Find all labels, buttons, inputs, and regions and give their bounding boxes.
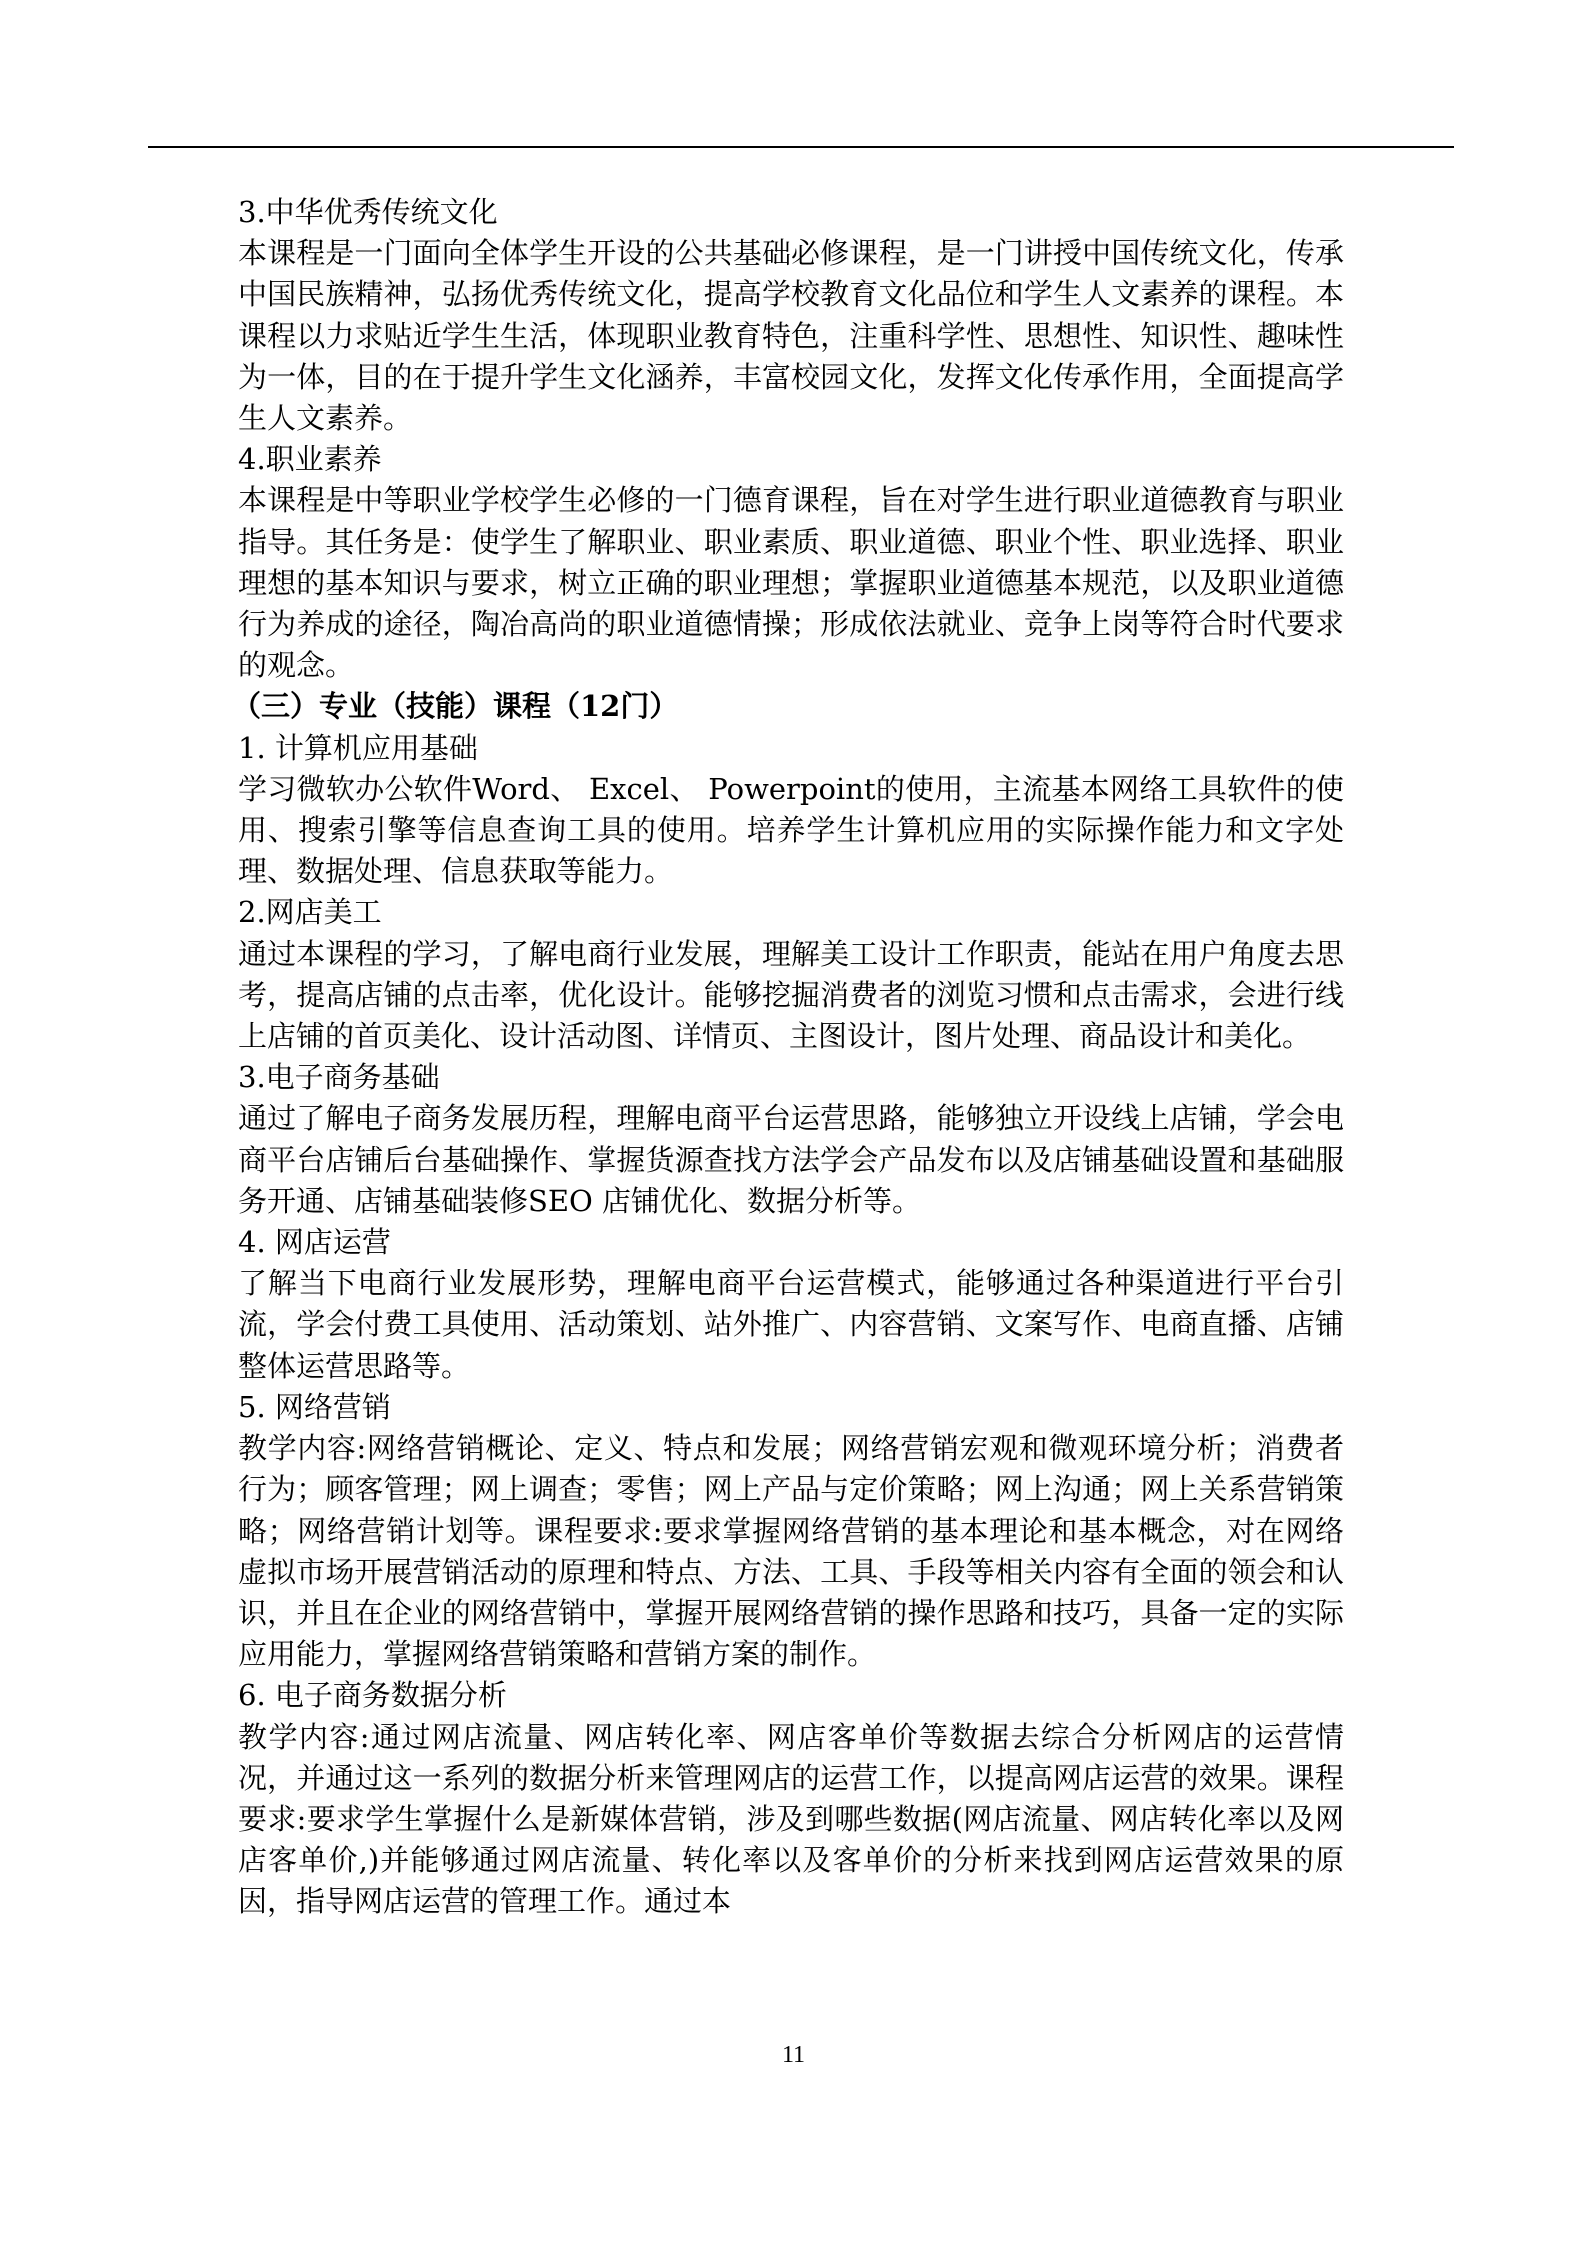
section-body-traditional-culture: 本课程是一门面向全体学生开设的公共基础必修课程，是一门讲授中国传统文化，传承中国民族精神，弘扬优秀传统文化，提高学校教育文化品位和学生人文素养的课程。本课程以力求贴近学生生活，体现职业教育特色，注重科学性、思想性、知识性、趣味性为一体，目的在于提升学生文化涵养，丰富校园文化，发挥文化传承作用，全面提高学生人文素养。 [238, 236, 1344, 436]
header-rule [148, 146, 1454, 148]
course-heading-computer-basics: 1. 计算机应用基础 [238, 730, 478, 765]
section-body-professional-quality: 本课程是中等职业学校学生必修的一门德育课程，旨在对学生进行职业道德教育与职业指导。其任务是：使学生了解职业、职业素质、职业道德、职业个性、职业选择、职业理想的基本知识与要求，树立正确的职业理想；掌握职业道德基本规范，以及职业道德行为养成的途径，陶冶高尚的职业道德情操；形成依法就业、竞争上岗等符合时代要求的观念。 [238, 483, 1344, 683]
course-body-shop-operation: 了解当下电商行业发展形势，理解电商平台运营模式，能够通过各种渠道进行平台引流，学会付费工具使用、活动策划、站外推广、内容营销、文案写作、电商直播、店铺整体运营思路等。 [238, 1266, 1344, 1383]
course-body-network-marketing: 教学内容:网络营销概论、定义、特点和发展；网络营销宏观和微观环境分析；消费者行为；顾客管理；网上调查；零售；网上产品与定价策略；网上沟通；网上关系营销策略；网络营销计划等。课程要求:要求掌握网络营销的基本理论和基本概念，对在网络虚拟市场开展营销活动的原理和特点、方法、工具、手段等相关内容有全面的领会和认识，并且在企业的网络营销中，掌握开展网络营销的操作思路和技巧，具备一定的实际应用能力，掌握网络营销策略和营销方案的制作。 [238, 1431, 1344, 1672]
document-body [232, 192, 1344, 1923]
course-heading-shop-operation: 4. 网店运营 [238, 1225, 391, 1260]
page-number: 11 [781, 2042, 806, 2068]
course-heading-data-analysis: 6. 电子商务数据分析 [238, 1678, 507, 1713]
course-heading-ecommerce-basics: 3.电子商务基础 [238, 1060, 440, 1095]
course-body-ecommerce-basics: 通过了解电子商务发展历程，理解电商平台运营思路，能够独立开设线上店铺，学会电商平台店铺后台基础操作、掌握货源查找方法学会产品发布以及店铺基础设置和基础服务开通、店铺基础装修SEO 店铺优化、数据分析等。 [238, 1101, 1344, 1218]
course-body-data-analysis: 教学内容:通过网店流量、网店转化率、网店客单价等数据去综合分析网店的运营情况，并通过这一系列的数据分析来管理网店的运营工作，以提高网店运营的效果。课程要求:要求学生掌握什么是新媒体营销，涉及到哪些数据(网店流量、网店转化率以及网店客单价,)并能够通过网店流量、转化率以及客单价的分析来找到网店运营效果的原因，指导网店运营的管理工作。通过本 [238, 1719, 1344, 1919]
chapter-heading-professional-courses: （三）专业（技能）课程（12门） [232, 689, 679, 724]
course-heading-shop-art: 2.网店美工 [238, 895, 382, 930]
course-heading-network-marketing: 5. 网络营销 [238, 1389, 391, 1424]
section-heading-professional-quality: 4.职业素养 [238, 442, 382, 477]
section-heading-traditional-culture: 3.中华优秀传统文化 [238, 195, 498, 229]
course-body-computer-basics: 学习微软办公软件Word、 Excel、 Powerpoint的使用，主流基本网络工具软件的使用、搜索引擎等信息查询工具的使用。培养学生计算机应用的实际操作能力和文字处理、数据处理、信息获取等能力。 [238, 771, 1344, 889]
course-body-shop-art: 通过本课程的学习，了解电商行业发展，理解美工设计工作职责，能站在用户角度去思考，提高店铺的点击率，优化设计。能够挖掘消费者的浏览习惯和点击需求，会进行线上店铺的首页美化、设计活动图、详情页、主图设计，图片处理、商品设计和美化。 [238, 936, 1344, 1054]
